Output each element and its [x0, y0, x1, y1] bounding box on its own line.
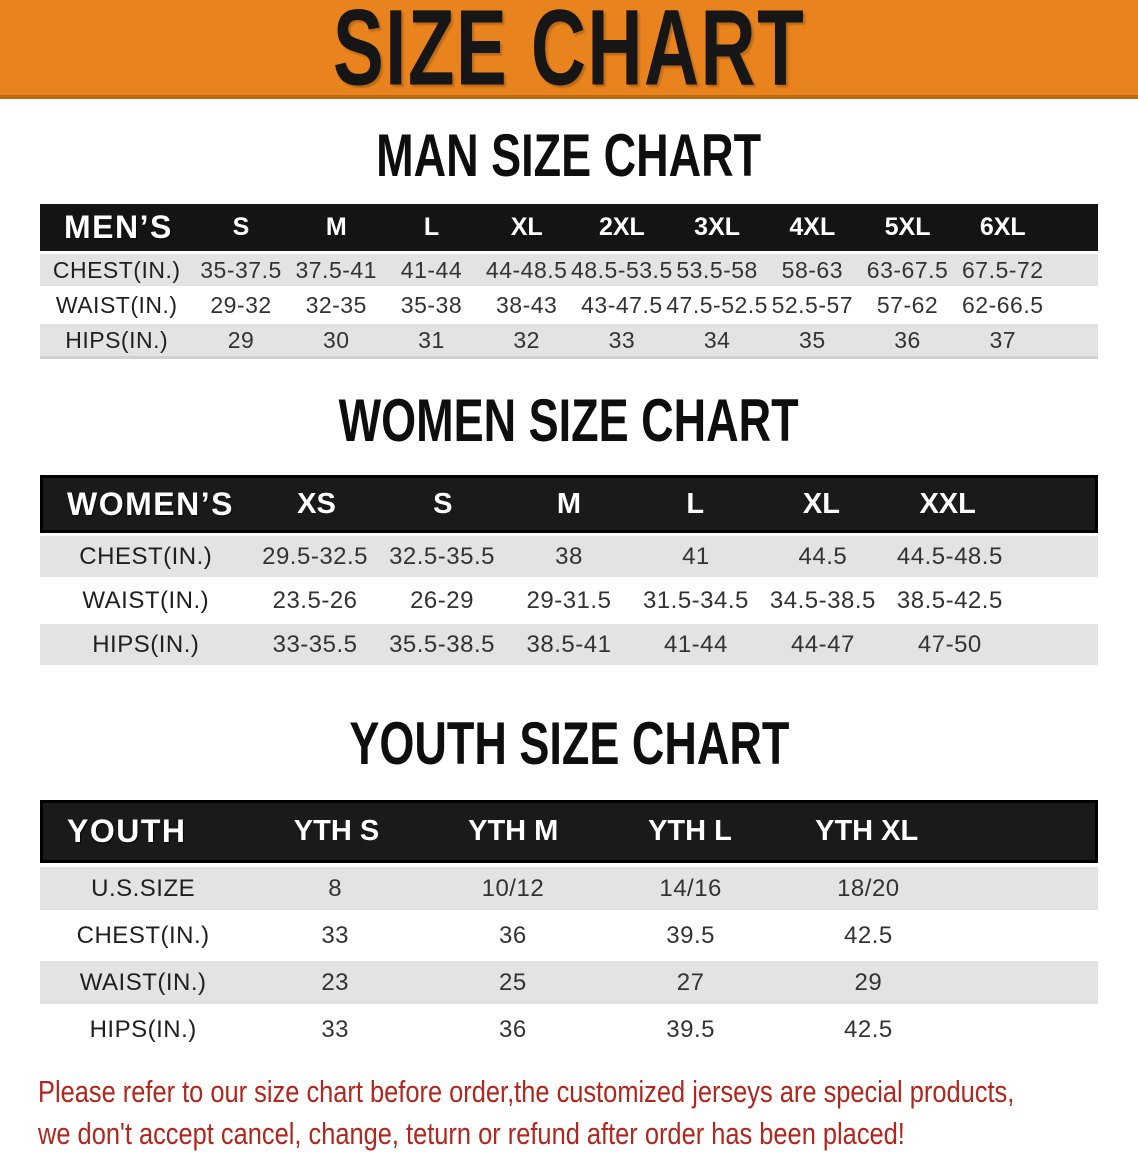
size-cell: 37.5-41	[295, 256, 377, 283]
men-corner-label: MEN’S	[64, 209, 173, 245]
size-column-header: L	[423, 213, 440, 241]
size-chart-banner	[0, 0, 1138, 109]
size-column-header: S	[433, 487, 453, 520]
size-cell: 27	[676, 968, 705, 996]
size-cell: 39.5	[666, 921, 715, 949]
size-cell: 30	[322, 326, 350, 353]
men-size-table	[40, 204, 1098, 356]
size-cell: 26-29	[410, 586, 474, 614]
women-size-table	[40, 475, 1098, 665]
size-cell: 41-44	[400, 256, 463, 283]
size-column-header: 6XL	[979, 213, 1026, 241]
size-cell: 62-66.5	[962, 291, 1044, 318]
size-cell: 14/16	[659, 874, 722, 902]
size-cell: 25	[499, 968, 527, 996]
row-label: WAIST(IN.)	[79, 968, 207, 996]
size-cell: 44-48.5	[485, 256, 568, 283]
size-cell: 47.5-52.5	[666, 291, 768, 318]
size-cell: 33-35.5	[272, 630, 358, 658]
size-cell: 32-35	[305, 291, 367, 318]
size-cell: 35	[799, 326, 826, 353]
size-cell: 35.5-38.5	[389, 630, 495, 658]
row-label: CHEST(IN.)	[79, 542, 213, 570]
size-column-header: YTH XL	[815, 815, 919, 847]
size-cell: 23	[321, 968, 350, 996]
size-cell: 63-67.5	[866, 256, 949, 283]
row-label: CHEST(IN.)	[76, 921, 210, 949]
size-column-header: 5XL	[884, 213, 931, 241]
size-column-header: L	[686, 487, 705, 520]
youth-ussize-row	[40, 867, 1098, 910]
size-cell: 35-38	[400, 291, 463, 318]
youth-size-table	[40, 800, 1098, 1051]
size-column-header: XL	[802, 487, 840, 520]
size-cell: 57-62	[876, 291, 939, 318]
size-cell: 29.5-32.5	[262, 542, 369, 570]
disclaimer-note	[0, 1071, 1138, 1155]
row-label: WAIST(IN.)	[82, 586, 210, 614]
size-cell: 38-43	[496, 291, 558, 318]
banner-title: SIZE CHART	[332, 0, 806, 109]
youth-waist-row	[40, 961, 1098, 1004]
size-cell: 34.5-38.5	[769, 586, 876, 614]
women-size-chart-heading-text: WOMEN SIZE CHART	[339, 387, 799, 454]
row-label: U.S.SIZE	[91, 874, 196, 902]
size-cell: 33	[608, 326, 636, 353]
size-cell: 44.5	[798, 542, 848, 570]
man-size-chart-heading	[0, 121, 1138, 190]
size-cell: 39.5	[666, 1015, 715, 1043]
size-cell: 38.5-41	[526, 630, 612, 658]
size-column-header: M	[556, 487, 582, 520]
size-cell: 67.5-72	[962, 256, 1044, 283]
size-column-header: YTH M	[468, 815, 559, 847]
size-cell: 44.5-48.5	[896, 542, 1003, 570]
size-cell: 58-63	[781, 256, 843, 283]
row-label: HIPS(IN.)	[65, 326, 169, 353]
size-cell: 33	[321, 921, 350, 949]
size-cell: 29-31.5	[526, 586, 612, 614]
size-cell: 8	[328, 874, 343, 902]
size-cell: 29	[854, 968, 883, 996]
size-cell: 42.5	[844, 1015, 893, 1043]
size-column-header: 3XL	[694, 213, 741, 241]
size-cell: 23.5-26	[272, 586, 358, 614]
size-cell: 42.5	[844, 921, 893, 949]
women-chest-row	[40, 536, 1098, 577]
size-column-header: YTH L	[648, 815, 732, 847]
size-column-header: 2XL	[598, 213, 645, 241]
youth-corner-label: YOUTH	[67, 813, 187, 849]
row-label: HIPS(IN.)	[89, 1015, 197, 1043]
women-table-header-row	[40, 475, 1098, 533]
size-cell: 37	[989, 326, 1017, 353]
size-cell: 52.5-57	[771, 291, 854, 318]
size-column-header: YTH S	[293, 815, 380, 847]
men-table-header-row	[40, 204, 1098, 251]
youth-size-chart-heading	[0, 709, 1138, 778]
man-size-chart-heading-text: MAN SIZE CHART	[376, 122, 762, 189]
disclaimer-line-2: we don't accept cancel, change, teturn or refund after order has been placed!	[38, 1116, 905, 1151]
youth-chest-row	[40, 914, 1098, 957]
size-cell: 44-47	[790, 630, 855, 658]
size-cell: 38.5-42.5	[896, 586, 1003, 614]
size-cell: 34	[703, 326, 731, 353]
youth-hips-row	[40, 1008, 1098, 1051]
size-cell: 29	[227, 326, 255, 353]
men-chest-row	[40, 254, 1098, 286]
size-column-header: S	[232, 213, 250, 241]
youth-table-header-row	[40, 800, 1098, 863]
size-column-header: XL	[510, 213, 543, 241]
size-cell: 10/12	[481, 874, 545, 902]
size-cell: 48.5-53.5	[571, 256, 673, 283]
size-cell: 53.5-58	[676, 256, 758, 283]
size-cell: 32	[513, 326, 540, 353]
men-waist-row	[40, 289, 1098, 321]
women-corner-label: WOMEN’S	[67, 485, 234, 522]
size-column-header: 4XL	[789, 213, 836, 241]
size-cell: 43-47.5	[581, 291, 663, 318]
size-cell: 31.5-34.5	[642, 586, 749, 614]
size-cell: 18/20	[837, 874, 900, 902]
size-cell: 38	[555, 542, 583, 570]
size-cell: 32.5-35.5	[389, 542, 495, 570]
size-column-header: XS	[297, 487, 336, 520]
row-label: CHEST(IN.)	[52, 256, 181, 283]
disclaimer-line-1: Please refer to our size chart before order,the customized jerseys are special products,	[38, 1074, 1015, 1109]
size-cell: 41	[682, 542, 710, 570]
size-cell: 36	[894, 326, 921, 353]
men-hips-row	[40, 324, 1098, 356]
size-column-header: XXL	[919, 487, 976, 520]
youth-size-chart-heading-text: YOUTH SIZE CHART	[348, 710, 789, 777]
women-size-chart-heading	[0, 386, 1138, 455]
women-waist-row	[40, 580, 1098, 621]
size-cell: 29-32	[210, 291, 272, 318]
row-label: WAIST(IN.)	[55, 291, 178, 318]
size-cell: 31	[418, 326, 445, 353]
size-cell: 33	[321, 1015, 350, 1043]
row-label: HIPS(IN.)	[92, 630, 200, 658]
size-cell: 35-37.5	[200, 256, 282, 283]
women-hips-row	[40, 624, 1098, 665]
size-column-header: M	[325, 213, 347, 241]
size-cell: 36	[499, 921, 527, 949]
size-cell: 36	[499, 1015, 527, 1043]
size-cell: 47-50	[917, 630, 982, 658]
size-cell: 41-44	[663, 630, 728, 658]
